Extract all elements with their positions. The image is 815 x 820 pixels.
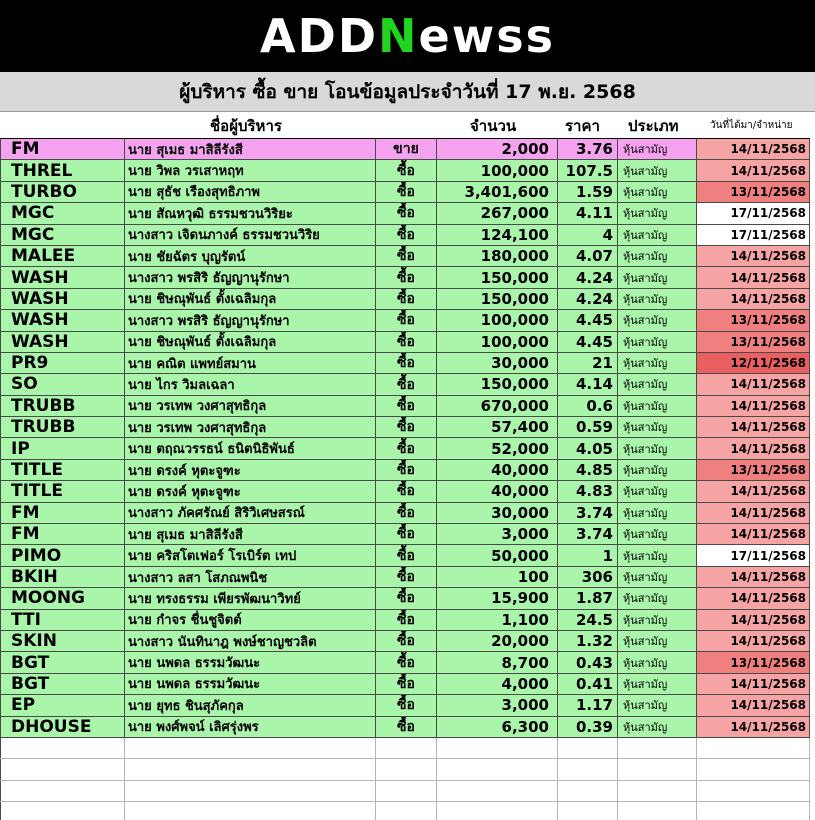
symbol-cell: PIMO	[0, 545, 125, 565]
volume-cell: 2,000	[437, 139, 558, 159]
transaction-date-cell: 13/11/2568	[697, 460, 810, 480]
empty-cell	[437, 802, 558, 820]
table-row	[0, 481, 815, 502]
security-type-cell: หุ้นสามัญ	[618, 460, 697, 480]
executive-name-cell: นาย วรเทพ วงศาสุทธิกุล	[125, 396, 376, 416]
price-cell: 1	[558, 545, 618, 565]
security-type-cell: หุ้นสามัญ	[618, 438, 697, 458]
executive-name-cell: นาย สุธัช เรืองสุทธิภาพ	[125, 182, 376, 202]
empty-cell	[437, 781, 558, 801]
volume-cell: 6,300	[437, 717, 558, 737]
table-row	[0, 246, 815, 267]
transaction-date-cell: 14/11/2568	[697, 289, 810, 309]
security-type-cell: หุ้นสามัญ	[618, 545, 697, 565]
empty-cell	[0, 781, 125, 801]
transaction-date-cell: 13/11/2568	[697, 652, 810, 672]
symbol-cell: FM	[0, 139, 125, 159]
empty-cell	[376, 738, 437, 758]
empty-cell	[0, 738, 125, 758]
volume-cell: 3,401,600	[437, 182, 558, 202]
price-cell: 1.17	[558, 695, 618, 715]
volume-cell: 267,000	[437, 203, 558, 223]
page-title: ผู้บริหาร ซื้อ ขาย โอนข้อมูลประจำวันที่ 17 พ.ย. 2568	[179, 80, 636, 103]
action-cell: ซื้อ	[376, 160, 437, 180]
empty-cell	[618, 802, 697, 820]
symbol-cell: TRUBB	[0, 417, 125, 437]
security-type-cell: หุ้นสามัญ	[618, 139, 697, 159]
symbol-cell: WASH	[0, 310, 125, 330]
volume-cell: 4,000	[437, 674, 558, 694]
symbol-cell: THREL	[0, 160, 125, 180]
table-row	[0, 396, 815, 417]
header-volume: จำนวน	[470, 116, 517, 135]
security-type-cell: หุ้นสามัญ	[618, 396, 697, 416]
action-cell: ซื้อ	[376, 374, 437, 394]
price-cell: 3.74	[558, 524, 618, 544]
symbol-cell: TURBO	[0, 182, 125, 202]
symbol-cell: WASH	[0, 289, 125, 309]
security-type-cell: หุ้นสามัญ	[618, 503, 697, 523]
symbol-cell: FM	[0, 503, 125, 523]
header-name: ชื่อผู้บริหาร	[210, 116, 282, 135]
symbol-cell: EP	[0, 695, 125, 715]
price-cell: 4	[558, 225, 618, 245]
security-type-cell: หุ้นสามัญ	[618, 289, 697, 309]
price-cell: 4.45	[558, 310, 618, 330]
transaction-date-cell: 17/11/2568	[697, 225, 810, 245]
table-row	[0, 182, 815, 203]
symbol-cell: MOONG	[0, 588, 125, 608]
empty-cell	[558, 781, 618, 801]
action-cell: ขาย	[376, 139, 437, 159]
empty-cell	[125, 802, 376, 820]
symbol-cell: BKIH	[0, 567, 125, 587]
table-row	[0, 695, 815, 716]
security-type-cell: หุ้นสามัญ	[618, 524, 697, 544]
volume-cell: 40,000	[437, 460, 558, 480]
brand-banner	[0, 0, 815, 72]
volume-cell: 30,000	[437, 503, 558, 523]
executive-name-cell: นาย สุเมธ มาสิลีรังสี	[125, 524, 376, 544]
price-cell: 4.14	[558, 374, 618, 394]
price-cell: 21	[558, 353, 618, 373]
empty-table-row	[0, 802, 815, 820]
table-row	[0, 674, 815, 695]
volume-cell: 150,000	[437, 289, 558, 309]
action-cell: ซื้อ	[376, 267, 437, 287]
transaction-date-cell: 14/11/2568	[697, 246, 810, 266]
symbol-cell: PR9	[0, 353, 125, 373]
executive-name-cell: นางสาว ลสา โสภณพนิช	[125, 567, 376, 587]
executive-name-cell: นาย พงศ์พจน์ เลิศรุ่งพร	[125, 717, 376, 737]
executive-name-cell: นาย ดรงค์ หุตะจูฑะ	[125, 460, 376, 480]
transaction-date-cell: 14/11/2568	[697, 695, 810, 715]
table-row	[0, 160, 815, 181]
executive-name-cell: นาย ชิษณุพันธ์ ตั้งเฉลิมกุล	[125, 332, 376, 352]
symbol-cell: MGC	[0, 225, 125, 245]
transaction-date-cell: 14/11/2568	[697, 717, 810, 737]
security-type-cell: หุ้นสามัญ	[618, 332, 697, 352]
action-cell: ซื้อ	[376, 545, 437, 565]
symbol-cell: MGC	[0, 203, 125, 223]
insider-table-body	[0, 139, 815, 820]
symbol-cell: BGT	[0, 674, 125, 694]
security-type-cell: หุ้นสามัญ	[618, 481, 697, 501]
executive-name-cell: นาย ชิษณุพันธ์ ตั้งเฉลิมกุล	[125, 289, 376, 309]
price-cell: 4.83	[558, 481, 618, 501]
security-type-cell: หุ้นสามัญ	[618, 717, 697, 737]
price-cell: 0.39	[558, 717, 618, 737]
transaction-date-cell: 13/11/2568	[697, 332, 810, 352]
security-type-cell: หุ้นสามัญ	[618, 695, 697, 715]
volume-cell: 20,000	[437, 631, 558, 651]
symbol-cell: TRUBB	[0, 396, 125, 416]
symbol-cell: TITLE	[0, 481, 125, 501]
volume-cell: 100,000	[437, 332, 558, 352]
volume-cell: 150,000	[437, 374, 558, 394]
price-cell: 3.74	[558, 503, 618, 523]
empty-cell	[0, 802, 125, 820]
transaction-date-cell: 14/11/2568	[697, 374, 810, 394]
action-cell: ซื้อ	[376, 524, 437, 544]
transaction-date-cell: 14/11/2568	[697, 567, 810, 587]
action-cell: ซื้อ	[376, 567, 437, 587]
executive-name-cell: นาย นพดล ธรรมวัฒนะ	[125, 674, 376, 694]
price-cell: 0.59	[558, 417, 618, 437]
security-type-cell: หุ้นสามัญ	[618, 203, 697, 223]
action-cell: ซื้อ	[376, 332, 437, 352]
executive-name-cell: นาย ไกร วิมลเฉลา	[125, 374, 376, 394]
action-cell: ซื้อ	[376, 225, 437, 245]
security-type-cell: หุ้นสามัญ	[618, 674, 697, 694]
empty-cell	[697, 781, 810, 801]
action-cell: ซื้อ	[376, 588, 437, 608]
action-cell: ซื้อ	[376, 652, 437, 672]
transaction-date-cell: 14/11/2568	[697, 674, 810, 694]
executive-name-cell: นาย วิพล วรเสาหฤท	[125, 160, 376, 180]
security-type-cell: หุ้นสามัญ	[618, 353, 697, 373]
executive-name-cell: นาย วรเทพ วงศาสุทธิกุล	[125, 417, 376, 437]
action-cell: ซื้อ	[376, 396, 437, 416]
executive-name-cell: นาย ยุทธ ชินสุภัคกุล	[125, 695, 376, 715]
transaction-date-cell: 14/11/2568	[697, 417, 810, 437]
empty-cell	[558, 802, 618, 820]
table-row	[0, 460, 815, 481]
table-row	[0, 438, 815, 459]
empty-cell	[125, 759, 376, 779]
symbol-cell: IP	[0, 438, 125, 458]
transaction-date-cell: 12/11/2568	[697, 353, 810, 373]
action-cell: ซื้อ	[376, 182, 437, 202]
addnewss-logo	[260, 9, 555, 63]
symbol-cell: TITLE	[0, 460, 125, 480]
security-type-cell: หุ้นสามัญ	[618, 610, 697, 630]
transaction-date-cell: 14/11/2568	[697, 524, 810, 544]
transaction-date-cell: 14/11/2568	[697, 610, 810, 630]
executive-name-cell: นาย ทรงธรรม เพียรพัฒนาวิทย์	[125, 588, 376, 608]
action-cell: ซื้อ	[376, 438, 437, 458]
empty-cell	[0, 759, 125, 779]
transaction-date-cell: 13/11/2568	[697, 182, 810, 202]
symbol-cell: BGT	[0, 652, 125, 672]
table-row	[0, 353, 815, 374]
security-type-cell: หุ้นสามัญ	[618, 417, 697, 437]
empty-table-row	[0, 781, 815, 802]
executive-name-cell: นางสาว นันทินาฎ พงษ์ชาญชวลิต	[125, 631, 376, 651]
action-cell: ซื้อ	[376, 203, 437, 223]
empty-cell	[697, 759, 810, 779]
symbol-cell: SKIN	[0, 631, 125, 651]
table-row	[0, 203, 815, 224]
symbol-cell: WASH	[0, 332, 125, 352]
empty-cell	[376, 781, 437, 801]
price-cell: 4.45	[558, 332, 618, 352]
header-type: ประเภท	[628, 116, 679, 135]
table-row	[0, 631, 815, 652]
security-type-cell: หุ้นสามัญ	[618, 246, 697, 266]
security-type-cell: หุ้นสามัญ	[618, 631, 697, 651]
table-row	[0, 567, 815, 588]
empty-table-row	[0, 738, 815, 759]
price-cell: 1.87	[558, 588, 618, 608]
action-cell: ซื้อ	[376, 417, 437, 437]
action-cell: ซื้อ	[376, 481, 437, 501]
table-row	[0, 417, 815, 438]
executive-name-cell: นางสาว พรสิริ ธัญญานุรักษา	[125, 310, 376, 330]
empty-cell	[376, 802, 437, 820]
security-type-cell: หุ้นสามัญ	[618, 588, 697, 608]
executive-name-cell: นาย สุเมธ มาสิลีรังสี	[125, 139, 376, 159]
table-row	[0, 545, 815, 566]
volume-cell: 100	[437, 567, 558, 587]
action-cell: ซื้อ	[376, 246, 437, 266]
volume-cell: 180,000	[437, 246, 558, 266]
volume-cell: 100,000	[437, 310, 558, 330]
price-cell: 1.32	[558, 631, 618, 651]
price-cell: 107.5	[558, 160, 618, 180]
empty-cell	[558, 738, 618, 758]
price-cell: 4.11	[558, 203, 618, 223]
volume-cell: 8,700	[437, 652, 558, 672]
transaction-date-cell: 17/11/2568	[697, 545, 810, 565]
executive-name-cell: นาย คริสโตเฟอร์ โรเบิร์ต เทป	[125, 545, 376, 565]
security-type-cell: หุ้นสามัญ	[618, 310, 697, 330]
table-row	[0, 310, 815, 331]
title-bar	[0, 72, 815, 112]
empty-cell	[437, 738, 558, 758]
price-cell: 306	[558, 567, 618, 587]
volume-cell: 50,000	[437, 545, 558, 565]
price-cell: 24.5	[558, 610, 618, 630]
price-cell: 4.24	[558, 267, 618, 287]
transaction-date-cell: 14/11/2568	[697, 267, 810, 287]
volume-cell: 52,000	[437, 438, 558, 458]
table-row	[0, 267, 815, 288]
action-cell: ซื้อ	[376, 460, 437, 480]
symbol-cell: TTI	[0, 610, 125, 630]
symbol-cell: SO	[0, 374, 125, 394]
action-cell: ซื้อ	[376, 674, 437, 694]
table-row	[0, 332, 815, 353]
empty-cell	[618, 738, 697, 758]
action-cell: ซื้อ	[376, 310, 437, 330]
transaction-date-cell: 14/11/2568	[697, 139, 810, 159]
price-cell: 0.41	[558, 674, 618, 694]
security-type-cell: หุ้นสามัญ	[618, 652, 697, 672]
executive-name-cell: นาย ตฤณวรรธน์ ธนิตนิธิพันธ์	[125, 438, 376, 458]
volume-cell: 3,000	[437, 695, 558, 715]
security-type-cell: หุ้นสามัญ	[618, 182, 697, 202]
volume-cell: 3,000	[437, 524, 558, 544]
table-row	[0, 225, 815, 246]
action-cell: ซื้อ	[376, 353, 437, 373]
symbol-cell: FM	[0, 524, 125, 544]
table-row	[0, 610, 815, 631]
executive-name-cell: นางสาว พรสิริ ธัญญานุรักษา	[125, 267, 376, 287]
symbol-cell: MALEE	[0, 246, 125, 266]
security-type-cell: หุ้นสามัญ	[618, 160, 697, 180]
security-type-cell: หุ้นสามัญ	[618, 225, 697, 245]
empty-cell	[697, 802, 810, 820]
logo-part-1: ADD	[260, 9, 378, 63]
right-margin	[810, 112, 815, 820]
volume-cell: 57,400	[437, 417, 558, 437]
price-cell: 3.76	[558, 139, 618, 159]
empty-cell	[376, 759, 437, 779]
table-row	[0, 717, 815, 738]
volume-cell: 124,100	[437, 225, 558, 245]
table-row	[0, 652, 815, 673]
executive-name-cell: นาย คณิต แพทย์สมาน	[125, 353, 376, 373]
volume-cell: 30,000	[437, 353, 558, 373]
table-row	[0, 524, 815, 545]
transaction-date-cell: 14/11/2568	[697, 438, 810, 458]
price-cell: 4.85	[558, 460, 618, 480]
price-cell: 0.6	[558, 396, 618, 416]
action-cell: ซื้อ	[376, 695, 437, 715]
volume-cell: 150,000	[437, 267, 558, 287]
executive-name-cell: นางสาว เจิดนภางค์ ธรรมชวนวิริย	[125, 225, 376, 245]
volume-cell: 1,100	[437, 610, 558, 630]
action-cell: ซื้อ	[376, 610, 437, 630]
table-header	[0, 112, 815, 139]
empty-cell	[437, 759, 558, 779]
action-cell: ซื้อ	[376, 631, 437, 651]
header-date: วันที่ได้มา/จำหน่าย	[710, 120, 793, 131]
table-row	[0, 588, 815, 609]
transaction-date-cell: 14/11/2568	[697, 631, 810, 651]
security-type-cell: หุ้นสามัญ	[618, 374, 697, 394]
action-cell: ซื้อ	[376, 503, 437, 523]
transaction-date-cell: 14/11/2568	[697, 588, 810, 608]
volume-cell: 15,900	[437, 588, 558, 608]
empty-cell	[618, 781, 697, 801]
empty-cell	[558, 759, 618, 779]
action-cell: ซื้อ	[376, 289, 437, 309]
logo-part-2: N	[378, 9, 419, 63]
security-type-cell: หุ้นสามัญ	[618, 567, 697, 587]
executive-name-cell: นาย กำจร ชื่นชูจิตต์	[125, 610, 376, 630]
transaction-date-cell: 13/11/2568	[697, 310, 810, 330]
volume-cell: 670,000	[437, 396, 558, 416]
executive-name-cell: นาย ดรงค์ หุตะจูฑะ	[125, 481, 376, 501]
transaction-date-cell: 14/11/2568	[697, 160, 810, 180]
table-row	[0, 139, 815, 160]
transaction-date-cell: 14/11/2568	[697, 396, 810, 416]
empty-cell	[125, 781, 376, 801]
executive-name-cell: นาย นพดล ธรรมวัฒนะ	[125, 652, 376, 672]
security-type-cell: หุ้นสามัญ	[618, 267, 697, 287]
volume-cell: 40,000	[437, 481, 558, 501]
volume-cell: 100,000	[437, 160, 558, 180]
action-cell: ซื้อ	[376, 717, 437, 737]
empty-table-row	[0, 759, 815, 780]
price-cell: 4.24	[558, 289, 618, 309]
executive-name-cell: นาย สัณหวุฒิ ธรรมชวนวิริยะ	[125, 203, 376, 223]
empty-cell	[697, 738, 810, 758]
price-cell: 4.05	[558, 438, 618, 458]
header-price: ราคา	[565, 116, 600, 135]
empty-cell	[125, 738, 376, 758]
transaction-date-cell: 17/11/2568	[697, 203, 810, 223]
logo-part-3: ewss	[418, 9, 555, 63]
transaction-date-cell: 14/11/2568	[697, 503, 810, 523]
executive-name-cell: นาย ชัยฉัตร บุญรัตน์	[125, 246, 376, 266]
transaction-date-cell: 14/11/2568	[697, 481, 810, 501]
price-cell: 1.59	[558, 182, 618, 202]
executive-name-cell: นางสาว ภัคศรัณย์ สิริวิเศษสรณ์	[125, 503, 376, 523]
symbol-cell: WASH	[0, 267, 125, 287]
price-cell: 0.43	[558, 652, 618, 672]
symbol-cell: DHOUSE	[0, 717, 125, 737]
price-cell: 4.07	[558, 246, 618, 266]
table-row	[0, 289, 815, 310]
empty-cell	[618, 759, 697, 779]
table-row	[0, 374, 815, 395]
table-row	[0, 503, 815, 524]
